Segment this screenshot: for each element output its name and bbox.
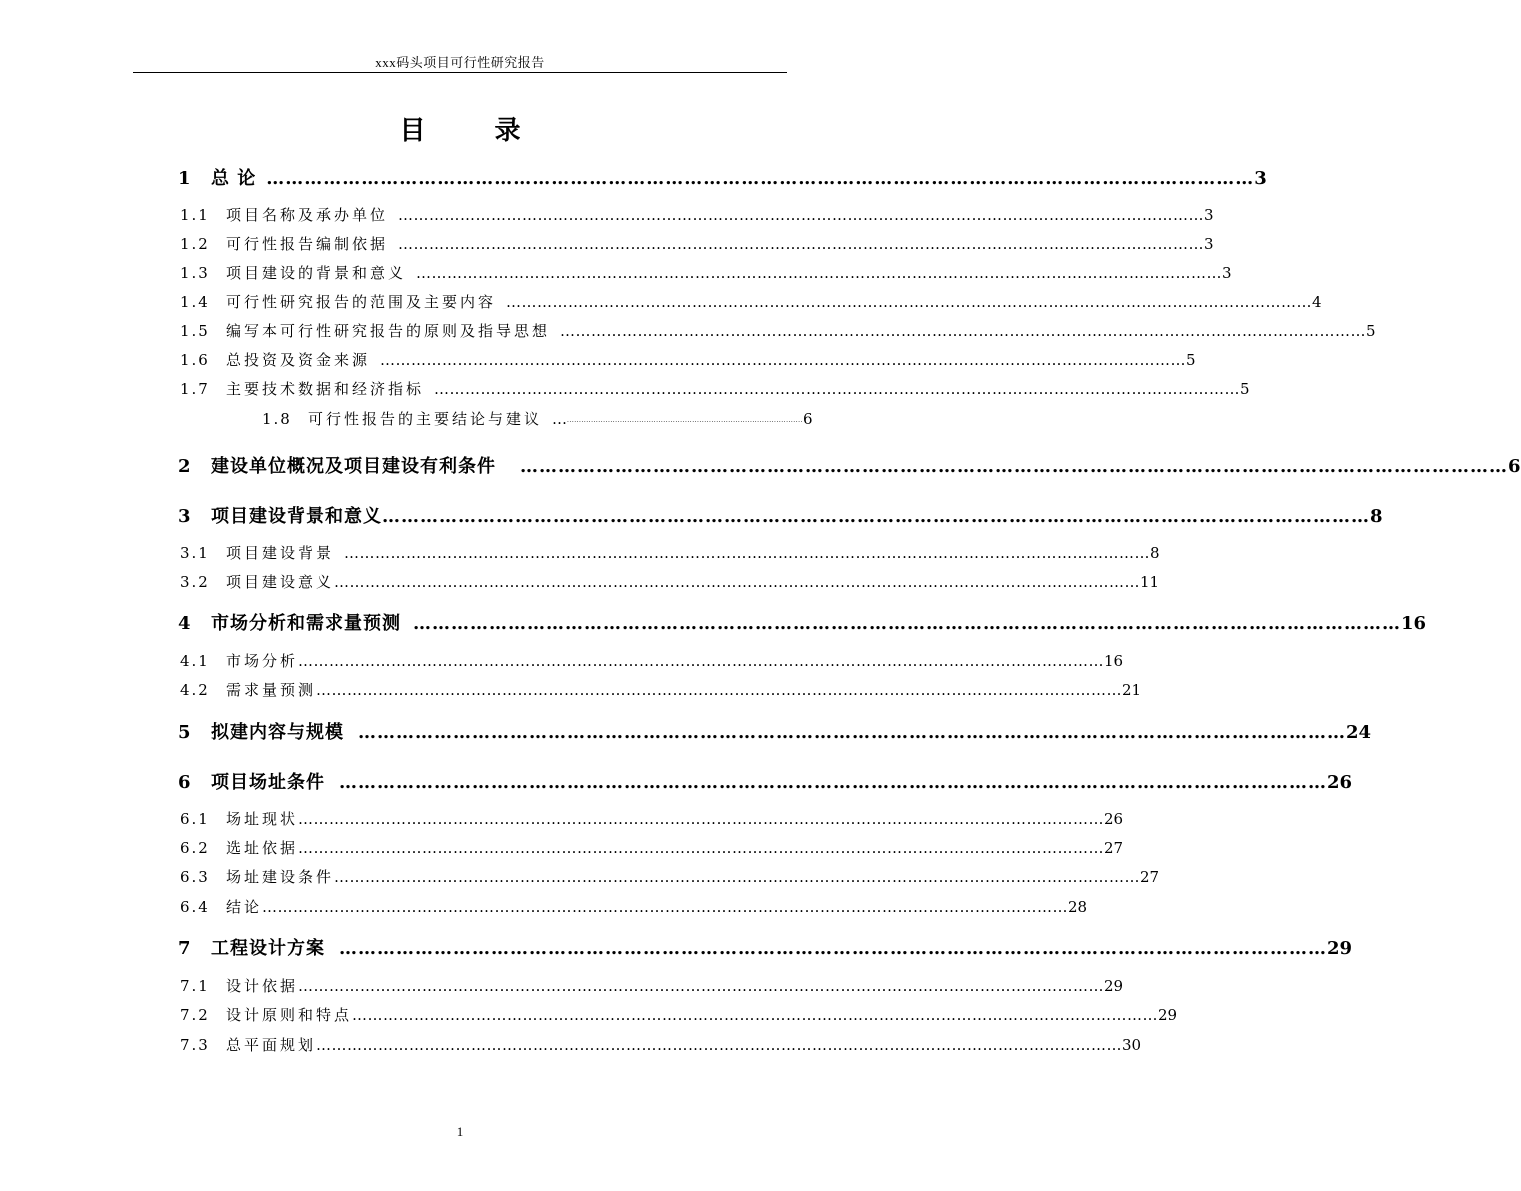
toc-number: 1 — [178, 168, 191, 189]
toc-leader: ………………………………………………………………………………………………………………………………………… — [339, 938, 1327, 959]
toc-label: 项目建设的背景和意义 — [226, 264, 407, 282]
toc-page: 29 — [1327, 938, 1353, 959]
toc-page: 27 — [1140, 868, 1160, 886]
toc-number: 3 — [178, 506, 191, 527]
toc-leader: ………………………………………………………………………………………………………………………………………… — [382, 506, 1370, 527]
toc-leader: ………………………………………………………………………………………………………………………………………… — [520, 456, 1508, 477]
toc-label: 编写本可行性研究报告的原则及指导思想 — [226, 322, 551, 340]
toc-number: 5 — [178, 722, 191, 743]
toc-label: 工程设计方案 — [211, 938, 325, 959]
toc-page: 26 — [1104, 810, 1124, 828]
toc-leader: ………………………………………………………………………………………………………………………………………… — [413, 613, 1401, 634]
toc-number: 6.3 — [180, 868, 210, 886]
toc-page: 8 — [1150, 544, 1160, 562]
toc-label: 主要技术数据和经济指标 — [226, 380, 425, 398]
toc-label: 总 论 — [211, 168, 257, 189]
toc-leader: ………………………………………………………………………………………………………………………………………… — [298, 810, 1105, 828]
toc-number: 1.3 — [180, 264, 210, 282]
toc-page: 29 — [1104, 977, 1124, 995]
toc-entry-6-3[interactable] — [180, 866, 1160, 888]
toc-label: 项目名称及承办单位 — [226, 206, 389, 224]
toc-number: 4.1 — [180, 652, 210, 670]
toc-label: 设计依据 — [226, 977, 299, 995]
toc-page: 3 — [1222, 264, 1232, 282]
toc-page: 24 — [1346, 722, 1372, 743]
toc-page: 3 — [1254, 168, 1267, 189]
toc-number: 1.6 — [180, 351, 210, 369]
toc-page: 4 — [1312, 293, 1322, 311]
toc-label: 可行性报告编制依据 — [226, 235, 389, 253]
toc-leader: ………………………………………………………………………………………………………………………………………… — [262, 898, 1069, 916]
toc-leader: ………………………………………………………………………………………………………………………………………… — [506, 293, 1313, 311]
toc-entry-1-2[interactable] — [180, 233, 1214, 255]
toc-page: 3 — [1204, 206, 1214, 224]
toc-number: 7.3 — [180, 1036, 210, 1054]
toc-page: 30 — [1122, 1036, 1142, 1054]
toc-entry-1-5[interactable] — [180, 320, 1376, 342]
toc-entry-5[interactable] — [178, 718, 1372, 744]
toc-label: 总平面规划 — [226, 1036, 317, 1054]
toc-entry-6-4[interactable] — [180, 896, 1088, 918]
toc-page: 5 — [1240, 380, 1250, 398]
toc-entry-1-1[interactable] — [180, 204, 1214, 226]
toc-leader: ………………………………………………………………………………………………………………………………………… — [344, 544, 1151, 562]
toc-page: 21 — [1122, 681, 1142, 699]
toc-page: 8 — [1370, 506, 1383, 527]
toc-leader: ………………………………………………………………………………………………………………………………………… — [358, 722, 1346, 743]
toc-page: 16 — [1401, 613, 1427, 634]
toc-entry-7-3[interactable] — [180, 1034, 1142, 1056]
toc-page: 6 — [802, 410, 813, 428]
toc-entry-1-3[interactable] — [180, 262, 1232, 284]
toc-number: 6 — [178, 772, 191, 793]
toc-page: 5 — [1186, 351, 1196, 369]
toc-entry-1[interactable] — [178, 164, 1267, 190]
running-header: xxx码头项目可行性研究报告 — [375, 55, 545, 70]
toc-number: 1.4 — [180, 293, 210, 311]
toc-entry-7[interactable] — [178, 934, 1353, 960]
toc-leader: ………………………………………………………………………………………………………………………………………… — [298, 977, 1105, 995]
toc-leader: ………………………………………………………………………………………………………………………………………… — [352, 1006, 1159, 1024]
toc-number: 4.2 — [180, 681, 210, 699]
toc-number: 6.1 — [180, 810, 210, 828]
toc-label: 市场分析 — [226, 652, 299, 670]
toc-label: 项目建设背景 — [226, 544, 335, 562]
toc-page: 26 — [1327, 772, 1353, 793]
toc-entry-4-1[interactable] — [180, 650, 1124, 672]
toc-number: 6.2 — [180, 839, 210, 857]
toc-leader: ………………………………………………………………………………………………………………………………………… — [398, 206, 1205, 224]
toc-number: 1.5 — [180, 322, 210, 340]
toc-entry-7-2[interactable] — [180, 1004, 1178, 1026]
toc-number: 1.7 — [180, 380, 210, 398]
toc-label: 项目建设意义 — [226, 573, 335, 591]
toc-page: 6 — [1508, 456, 1521, 477]
toc-number: 6.4 — [180, 898, 210, 916]
toc-label: 设计原则和特点 — [226, 1006, 353, 1024]
toc-label: 结论 — [226, 898, 263, 916]
toc-entry-3-1[interactable] — [180, 542, 1160, 564]
toc-number: 2 — [178, 456, 191, 477]
toc-leader: ………………………………………………………………………………………………………………………………………… — [298, 652, 1105, 670]
toc-page: 3 — [1204, 235, 1214, 253]
toc-entry-1-7[interactable] — [180, 378, 1250, 400]
toc-leader: ………………………………………………………………………………………………………………………………………… — [316, 681, 1123, 699]
toc-leader: ………………………………………………………………………………………………………………………………………… — [339, 772, 1327, 793]
toc-number: 7 — [178, 938, 191, 959]
toc-number: 4 — [178, 613, 191, 634]
toc-page: 29 — [1158, 1006, 1178, 1024]
toc-leader: ………………………………………………………………………………………………………………………………………… — [380, 351, 1187, 369]
toc-leader: ………………………………………………………………………………………………………………………………………… — [316, 1036, 1123, 1054]
toc-page: 28 — [1068, 898, 1088, 916]
toc-label: 可行性报告的主要结论与建议 — [308, 410, 543, 428]
toc-entry-4-2[interactable] — [180, 679, 1142, 701]
toc-leader: ………………………………………………………………………………………………………………………………………… — [398, 235, 1205, 253]
toc-page: 5 — [1366, 322, 1376, 340]
toc-entry-3-2[interactable] — [180, 571, 1160, 593]
toc-page: 16 — [1104, 652, 1124, 670]
toc-label: 需求量预测 — [226, 681, 317, 699]
toc-label: 建设单位概况及项目建设有利条件 — [211, 456, 496, 477]
toc-label: 市场分析和需求量预测 — [211, 613, 401, 634]
toc-label: 总投资及资金来源 — [226, 351, 371, 369]
toc-number: 1.1 — [180, 206, 210, 224]
toc-entry-1-6[interactable] — [180, 349, 1196, 371]
toc-entry-2[interactable] — [178, 452, 1521, 478]
toc-label: 场址建设条件 — [226, 868, 335, 886]
toc-label: 选址依据 — [226, 839, 299, 857]
toc-fine-leader: ·································································································· — [567, 419, 803, 426]
toc-entry-3[interactable] — [178, 502, 1383, 528]
toc-label: 项目场址条件 — [211, 772, 325, 793]
page-number: 1 — [456, 1124, 464, 1139]
toc-number: 7.1 — [180, 977, 210, 995]
toc-entry-1-4[interactable] — [180, 291, 1322, 313]
toc-leader: ………………………………………………………………………………………………………………………………………… — [560, 322, 1367, 340]
toc-leader: ………………………………………………………………………………………………………………………………………… — [334, 573, 1141, 591]
toc-leader: ………………………………………………………………………………………………………………………………………… — [416, 264, 1223, 282]
toc-number: 7.2 — [180, 1006, 210, 1024]
toc-entry-6-1[interactable] — [180, 808, 1124, 830]
toc-page: 11 — [1140, 573, 1160, 591]
toc-leader: ………………………………………………………………………………………………………………………………………… — [434, 380, 1241, 398]
toc-label: 项目建设背景和意义 — [211, 506, 382, 527]
toc-leader: ………………………………………………………………………………………………………………………………………… — [298, 839, 1105, 857]
toc-number: 1.8 — [262, 410, 292, 428]
toc-label: 可行性研究报告的范围及主要内容 — [226, 293, 497, 311]
toc-page: 27 — [1104, 839, 1124, 857]
header-rule — [133, 72, 787, 73]
toc-title: 目 录 — [399, 116, 551, 146]
toc-entry-4[interactable] — [178, 609, 1427, 635]
toc-number: 3.2 — [180, 573, 210, 591]
toc-leader: … — [552, 410, 568, 428]
toc-label: 拟建内容与规模 — [211, 722, 344, 743]
toc-label: 场址现状 — [226, 810, 299, 828]
toc-entry-7-1[interactable] — [180, 975, 1124, 997]
toc-entry-1-8[interactable] — [262, 408, 813, 430]
toc-leader: ………………………………………………………………………………………………………………………………………… — [334, 868, 1141, 886]
toc-number: 1.2 — [180, 235, 210, 253]
toc-leader: ………………………………………………………………………………………………………………………………………… — [266, 168, 1255, 189]
toc-entry-6-2[interactable] — [180, 837, 1124, 859]
toc-entry-6[interactable] — [178, 768, 1353, 794]
toc-number: 3.1 — [180, 544, 210, 562]
